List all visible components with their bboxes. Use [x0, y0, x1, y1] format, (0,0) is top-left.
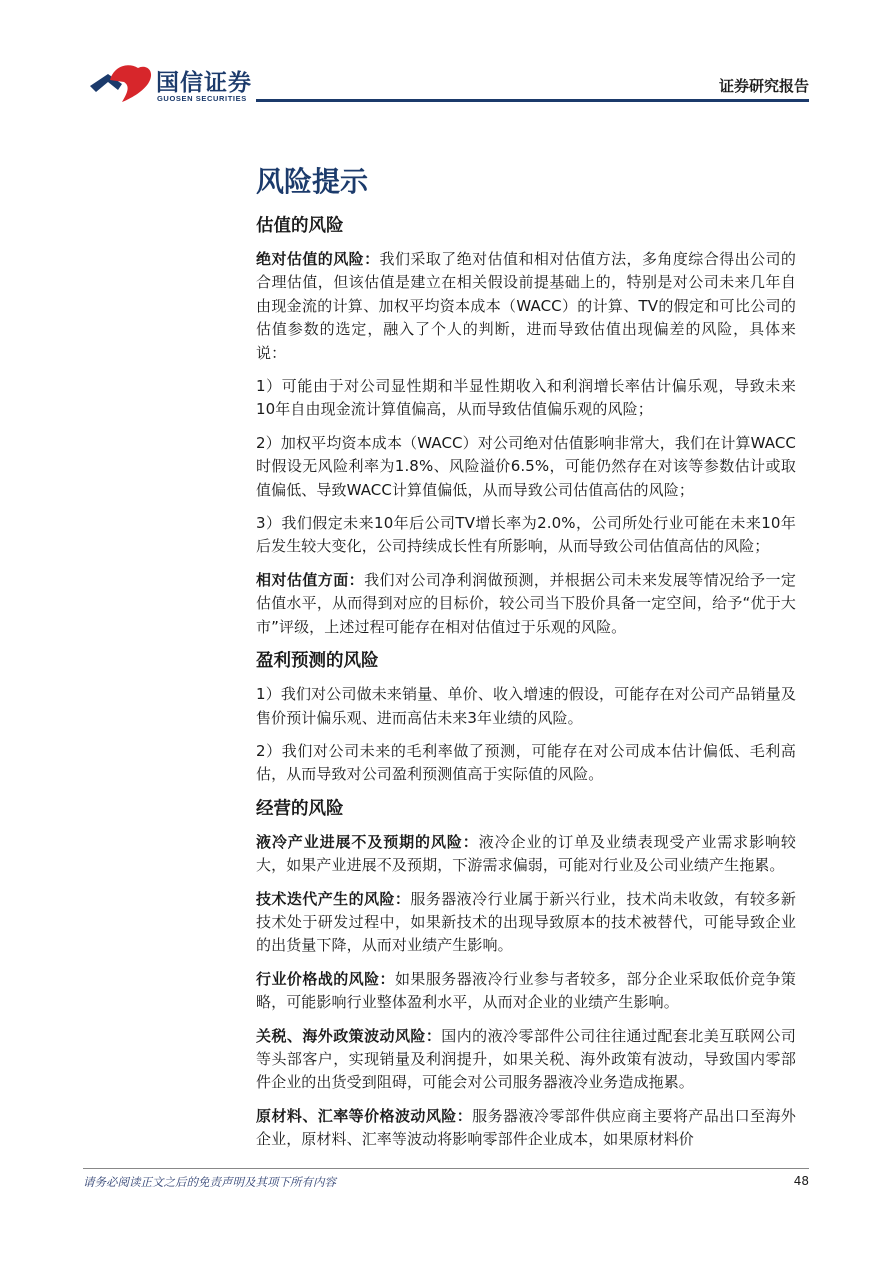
- body-paragraph: [256, 569, 796, 639]
- paragraph-text: 2）加权平均资本成本（WACC）对公司绝对估值影响非常大，我们在计算WACC时假设无风险利率为1.8%、风险溢价6.5%，可能仍然存在对该等参数估计或取值偏低、导致WACC计算值偏低，从而导致公司估值高估的风险；: [256, 433, 796, 499]
- body-paragraph: [256, 968, 796, 1015]
- risk-sections: [256, 214, 796, 1152]
- body-paragraph: [256, 1105, 796, 1152]
- paragraph-text: 液冷企业的订单及业绩表现受产业需求影响较大，如果产业进展不及预期，下游需求偏弱，可能对行业及公司业绩产生拖累。: [256, 832, 796, 875]
- section-title: 盈利预测的风险: [256, 651, 379, 672]
- report-type-label: 证券研究报告: [718, 77, 809, 95]
- header-divider: [256, 99, 809, 102]
- paragraph-lead: 绝对估值的风险：: [256, 250, 380, 268]
- body-paragraph: [256, 683, 796, 730]
- page-title: 风险提示: [256, 165, 369, 198]
- paragraph-text: 我们对公司净利润做预测，并根据公司未来发展等情况给予一定估值水平，从而得到对应的目标价，较公司当下股价具备一定空间，给予“优于大市”评级，上述过程可能存在相对估值过于乐观的风险。: [256, 570, 797, 636]
- body-paragraph: [256, 375, 796, 422]
- page-number: 48: [793, 1174, 809, 1188]
- paragraph-lead: 技术迭代产生的风险：: [256, 889, 411, 908]
- body-paragraph: [256, 248, 796, 365]
- section-title: 估值的风险: [256, 216, 344, 236]
- paragraph-text: 国内的液冷零部件公司往往通过配套北美互联网公司等头部客户，实现销量及利润提升，如果关税、海外政策有波动，导致国内零部件企业的出货受到阻碍，可能会对公司服务器液冷业务造成拖累。: [256, 1026, 796, 1092]
- body-paragraph: [256, 740, 796, 787]
- paragraph-lead: 相对估值方面：: [256, 570, 365, 589]
- logo-english-name: GUOSEN SECURITIES: [157, 94, 247, 103]
- paragraph-lead: 液冷产业进展不及预期的风险：: [256, 832, 479, 851]
- body-paragraph: [256, 432, 796, 502]
- paragraph-text: 2）我们对公司未来的毛利率做了预测，可能存在对公司成本估计偏低、毛利高估，从而导致对公司盈利预测值高于实际值的风险。: [256, 741, 796, 784]
- guosen-logo: [88, 60, 258, 110]
- page-header: [0, 0, 892, 110]
- body-paragraph: [256, 512, 796, 559]
- footer-disclaimer: 请务必阅读正文之后的免责声明及其项下所有内容: [83, 1175, 336, 1189]
- paragraph-text: 3）我们假定未来10年后公司TV增长率为2.0%，公司所处行业可能在未来10年后发生较大变化，公司持续成长性有所影响，从而导致公司估值高估的风险；: [256, 514, 796, 556]
- paragraph-lead: 关税、海外政策波动风险：: [256, 1026, 442, 1045]
- main-content: [256, 160, 796, 1162]
- paragraph-text: 服务器液冷行业属于新兴行业，技术尚未收敛，有较多新技术处于研发过程中，如果新技术的出现导致原本的技术被替代，可能导致企业的出货量下降，从而对业绩产生影响。: [256, 889, 796, 955]
- footer-divider: [83, 1168, 809, 1169]
- paragraph-text: 1）可能由于对公司显性期和半显性期收入和利润增长率估计偏乐观，导致未来10年自由现金流计算值偏高，从而导致估值偏乐观的风险；: [256, 377, 796, 419]
- guosen-logo-icon: [88, 60, 154, 104]
- paragraph-lead: 行业价格战的风险：: [256, 969, 395, 988]
- paragraph-text: 1）我们对公司做未来销量、单价、收入增速的假设，可能存在对公司产品销量及售价预计偏乐观、进而高估未来3年业绩的风险。: [256, 685, 796, 727]
- body-paragraph: [256, 831, 796, 878]
- body-paragraph: [256, 888, 796, 958]
- paragraph-text: 服务器液冷零部件供应商主要将产品出口至海外企业，原材料、汇率等波动将影响零部件企业成本，如果原材料价: [256, 1106, 796, 1149]
- paragraph-text: 我们采取了绝对估值和相对估值方法，多角度综合得出公司的合理估值，但该估值是建立在相关假设前提基础上的，特别是对公司未来几年自由现金流的计算、加权平均资本成本（WACC）的计算、TV的假定和可比公司的估值参数的选定，融入了个人的判断，进而导致估值出现偏差的风险，具体来说：: [256, 250, 797, 362]
- paragraph-text: 如果服务器液冷行业参与者较多，部分企业采取低价竞争策略，可能影响行业整体盈利水平，从而对企业的业绩产生影响。: [256, 969, 797, 1012]
- body-paragraph: [256, 1025, 796, 1095]
- section-title: 经营的风险: [256, 798, 344, 819]
- logo-chinese-name: 国信证券: [156, 70, 252, 96]
- paragraph-lead: 原材料、汇率等价格波动风险：: [256, 1106, 473, 1125]
